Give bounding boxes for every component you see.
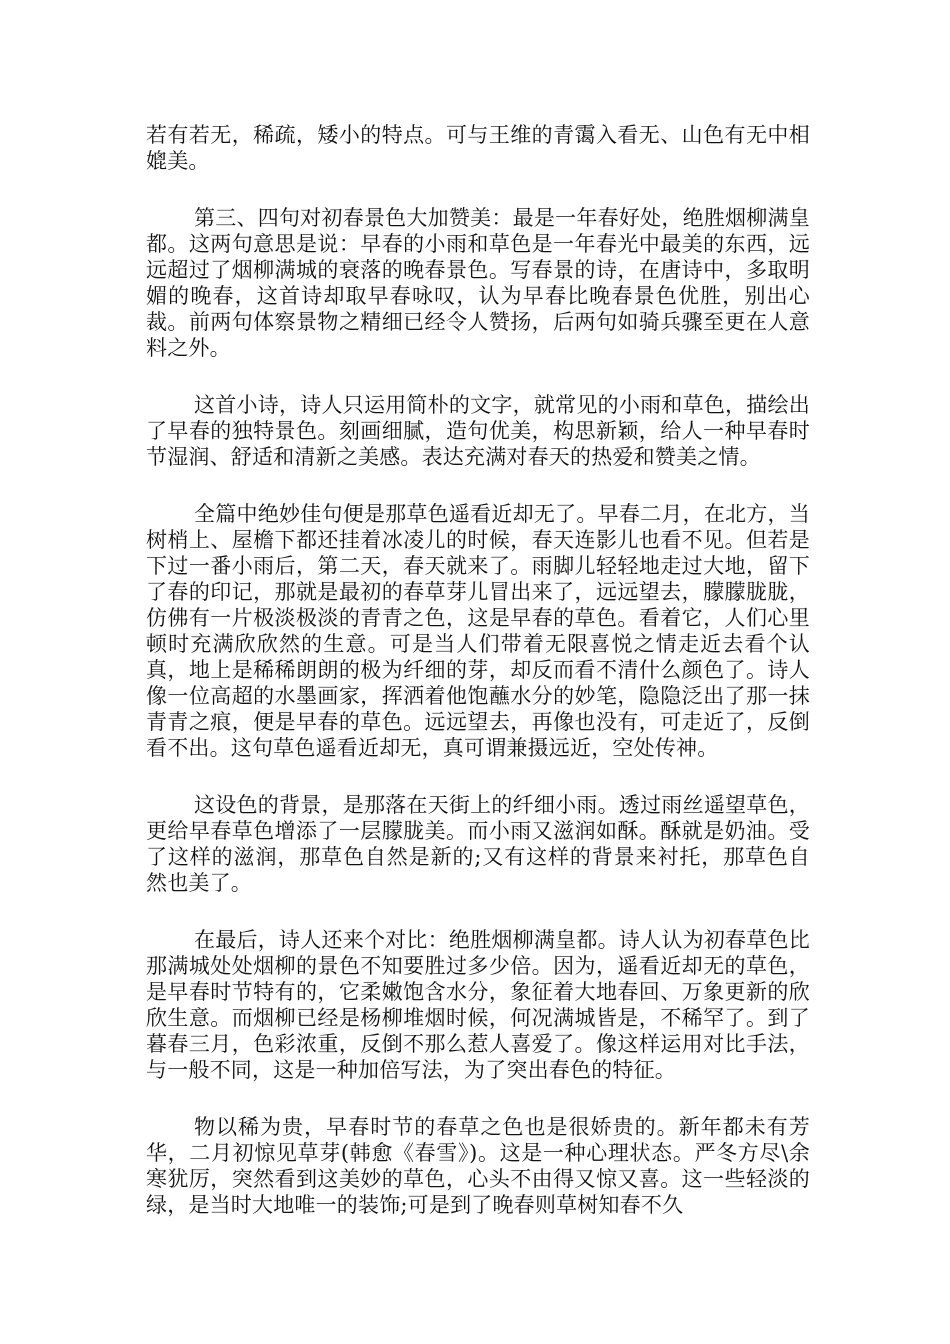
- paragraph-2: 第三、四句对初春景色大加赞美：最是一年春好处，绝胜烟柳满皇都。这两句意思是说：早春的小雨和草色是一年春光中最美的东西，远远超过了烟柳满城的衰落的晚春景色。写春景的诗，在唐诗中，多取明媚的晚春，这首诗却取早春咏叹，认为早春比晚春景色优胜，别出心裁。前两句体察景物之精细已经令人赞扬，后两句如骑兵骤至更在人意料之外。: [146, 206, 810, 360]
- paragraph-4: 全篇中绝妙佳句便是那草色遥看近却无了。早春二月，在北方，当树梢上、屋檐下都还挂着冰凌儿的时候，春天连影儿也看不见。但若是下过一番小雨后，第二天，春天就来了。雨脚儿轻轻地走过大地，留下了春的印记，那就是最初的春草芽儿冒出来了，远远望去，朦朦胧胧，仿佛有一片极淡极淡的青青之色，这是早春的草色。看着它，人们心里顿时充满欣欣然的生意。可是当人们带着无限喜悦之情走近去看个认真，地上是稀稀朗朗的极为纤细的芽，却反而看不清什么颜色了。诗人像一位高超的水墨画家，挥洒着他饱蘸水分的妙笔，隐隐泛出了那一抹青青之痕，便是早春的草色。远远望去，再像也没有，可走近了，反倒看不出。这句草色遥看近却无，真可谓兼摄远近，空处传神。: [146, 502, 810, 760]
- paragraph-7: 物以稀为贵，早春时节的春草之色也是很娇贵的。新年都未有芳华，二月初惊见草芽(韩愈《春雪》)。这是一种心理状态。严冬方尽\余寒犹厉，突然看到这美妙的草色，心头不由得又惊又喜。这一些轻淡的绿，是当时大地唯一的装饰;可是到了晚春则草树知春不久: [146, 1115, 810, 1217]
- paragraph-1: 若有若无，稀疏，矮小的特点。可与王维的青霭入看无、山色有无中相媲美。: [146, 123, 810, 173]
- paragraph-5: 这设色的背景，是那落在天街上的纤细小雨。透过雨丝遥望草色，更给早春草色增添了一层朦胧美。而小雨又滋润如酥。酥就是奶油。受了这样的滋润，那草色自然是新的;又有这样的背景来衬托，那草色自然也美了。: [146, 793, 810, 895]
- paragraph-6: 在最后，诗人还来个对比：绝胜烟柳满皇都。诗人认为初春草色比那满城处处烟柳的景色不知要胜过多少倍。因为，遥看近却无的草色，是早春时节特有的，它柔嫩饱含水分，象征着大地春回、万象更新的欣欣生意。而烟柳已经是杨柳堆烟时候，何况满城皆是，不稀罕了。到了暮春三月，色彩浓重，反倒不那么惹人喜爱了。像这样运用对比手法，与一般不同，这是一种加倍写法，为了突出春色的特征。: [146, 928, 810, 1082]
- paragraph-3: 这首小诗，诗人只运用简朴的文字，就常见的小雨和草色，描绘出了早春的独特景色。刻画细腻，造句优美，构思新颖，给人一种早春时节湿润、舒适和清新之美感。表达充满对春天的热爱和赞美之情。: [146, 393, 810, 469]
- document-page: [146, 122, 810, 1249]
